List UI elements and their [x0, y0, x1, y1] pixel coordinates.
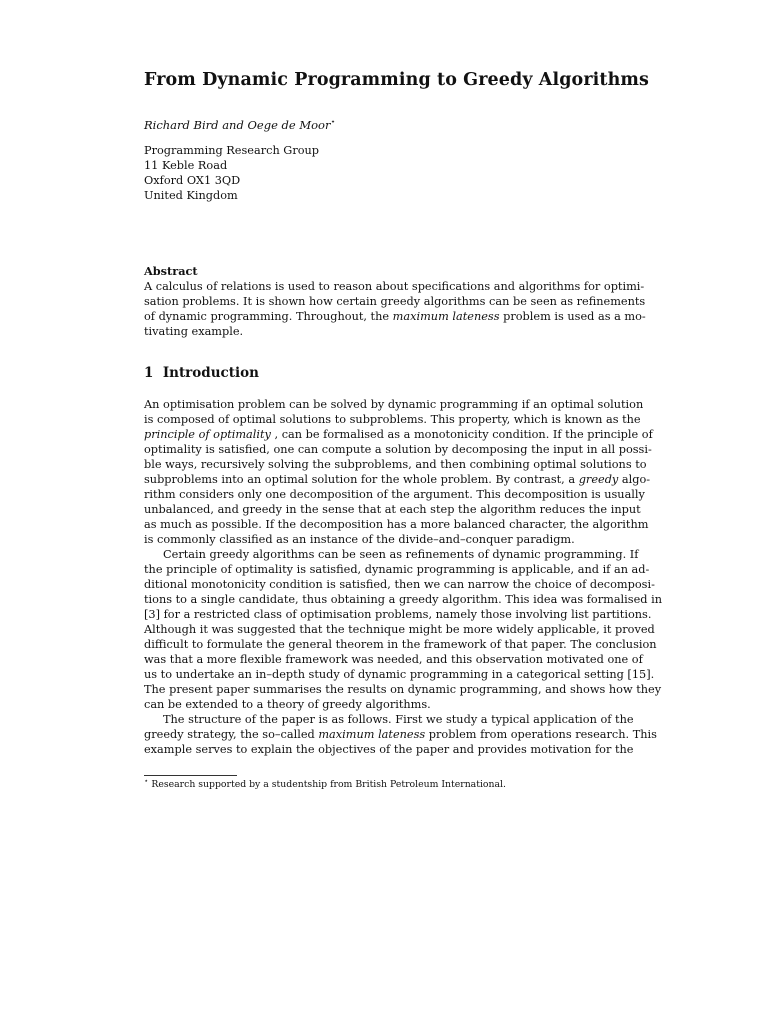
paper-title: From Dynamic Programming to Greedy Algorithms — [144, 70, 649, 90]
emphasis: greedy — [578, 473, 619, 486]
paragraph — [144, 397, 653, 547]
paragraph — [144, 712, 657, 757]
footnote-rule — [144, 775, 237, 776]
authors — [144, 117, 336, 132]
text-line: tions to a single candidate, thus obtaining a greedy algorithm. This idea was formalised in — [144, 593, 662, 606]
author-names: Richard Bird and Oege de Moor — [144, 117, 331, 132]
text-line — [144, 309, 646, 324]
section-title: Introduction — [162, 365, 259, 381]
text-run: subproblems into an optimal solution for the whole problem. By contrast, a — [144, 473, 579, 486]
text-line — [144, 472, 651, 487]
author-footnote-mark: ⋆ — [330, 117, 336, 126]
text-line — [144, 427, 653, 442]
section-heading — [144, 365, 259, 381]
emphasis: maximum lateness — [318, 728, 426, 741]
text-line: difficult to formulate the general theorem in the framework of that paper. The conclusion — [144, 638, 657, 651]
emphasis: principle of optimality — [144, 428, 271, 441]
text-line: sation problems. It is shown how certain greedy algorithms can be seen as refinements — [144, 295, 646, 308]
text-line: rithm considers only one decomposition of the argument. This decomposition is usually — [144, 488, 645, 501]
text-line: Certain greedy algorithms can be seen as refinements of dynamic programming. If — [163, 548, 639, 561]
text-line: An optimisation problem can be solved by dynamic programming if an optimal solution — [144, 398, 644, 411]
text-run: problem is used as a mo- — [503, 310, 646, 323]
paragraph — [144, 547, 662, 712]
text-run: greedy strategy, the so–called — [144, 728, 319, 741]
text-run: of dynamic programming. Throughout, the — [144, 310, 393, 323]
abstract-text — [144, 279, 646, 339]
text-line: us to undertake an in–depth study of dynamic programming in a categorical setting [15]. — [144, 668, 655, 681]
section-number: 1 — [144, 365, 154, 381]
affiliation-line: Oxford OX1 3QD — [144, 174, 241, 187]
text-line — [144, 727, 657, 742]
text-line: ble ways, recursively solving the subproblems, and then combining optimal solutions to — [144, 458, 647, 471]
footnote-mark: ⋆ — [144, 777, 149, 785]
emphasis: maximum lateness — [392, 310, 500, 323]
text-run: algo- — [621, 473, 651, 486]
text-line: The structure of the paper is as follows. First we study a typical application of the — [163, 713, 634, 726]
abstract — [144, 264, 646, 339]
footnote-text: Research supported by a studentship from British Petroleum International. — [148, 779, 506, 791]
footnote — [144, 777, 506, 790]
text-line: as much as possible. If the decomposition has a more balanced character, the algorithm — [144, 518, 649, 531]
text-line: The present paper summarises the results on dynamic programming, and shows how they — [144, 683, 662, 696]
text-line: example serves to explain the objectives of the paper and provides motivation for the — [144, 743, 634, 756]
text-line: can be extended to a theory of greedy algorithms. — [144, 698, 431, 711]
text-line: [3] for a restricted class of optimisation problems, namely those involving list partitions. — [144, 608, 652, 621]
text-line: was that a more flexible framework was needed, and this observation motivated one of — [144, 653, 643, 666]
section-body — [144, 397, 662, 757]
text-line: unbalanced, and greedy in the sense that at each step the algorithm reduces the input — [144, 503, 641, 516]
text-line: the principle of optimality is satisfied, dynamic programming is applicable, and if an ad- — [144, 563, 650, 576]
text-line: is commonly classified as an instance of the divide–and–conquer paradigm. — [144, 533, 575, 546]
text-line: ditional monotonicity condition is satisfied, then we can narrow the choice of decomposi- — [144, 578, 655, 591]
affiliation-line: 11 Keble Road — [144, 159, 228, 172]
affiliation-line: United Kingdom — [144, 189, 238, 202]
text-line: is composed of optimal solutions to subproblems. This property, which is known as the — [144, 413, 641, 426]
text-run: problem from operations research. This — [428, 728, 657, 741]
affiliation-line: Programming Research Group — [144, 144, 320, 157]
affiliation — [144, 143, 319, 203]
abstract-heading: Abstract — [144, 264, 198, 278]
text-line: A calculus of relations is used to reason about specifications and algorithms for optimi- — [144, 280, 645, 293]
text-line: tivating example. — [144, 325, 244, 338]
text-run: , can be formalised as a monotonicity condition. If the principle of — [274, 428, 653, 441]
text-line: Although it was suggested that the technique might be more widely applicable, it proved — [144, 623, 655, 636]
text-line: optimality is satisfied, one can compute a solution by decomposing the input in all possi- — [144, 443, 652, 456]
